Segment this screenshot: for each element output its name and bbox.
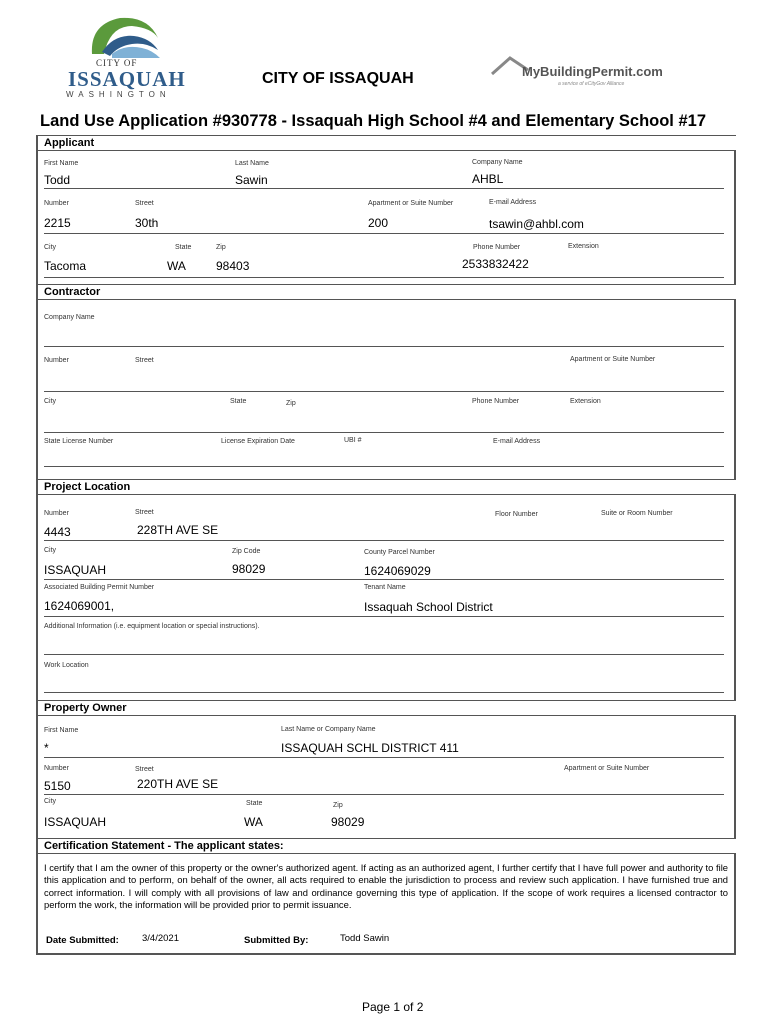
certification-heading: Certification Statement - The applicant states: xyxy=(44,840,284,852)
label-apt: Apartment or Suite Number xyxy=(368,200,454,207)
label-number: Number xyxy=(44,357,69,364)
label-phone: Phone Number xyxy=(472,398,520,405)
label-state: State xyxy=(175,244,192,251)
contractor-heading: Contractor xyxy=(44,286,101,298)
applicant-number[interactable]: 2215 xyxy=(44,216,71,230)
field-underline xyxy=(44,540,724,541)
label-city: City xyxy=(44,398,57,405)
label-zip: Zip xyxy=(333,802,343,809)
applicant-city[interactable]: Tacoma xyxy=(44,259,87,273)
label-city: City xyxy=(44,547,57,554)
applicant-email[interactable]: tsawin@ahbl.com xyxy=(489,217,584,231)
label-apt: Apartment or Suite Number xyxy=(564,765,650,772)
applicant-zip[interactable]: 98403 xyxy=(216,259,250,273)
label-email: E-mail Address xyxy=(489,199,537,206)
label-city: City xyxy=(44,798,57,805)
owner-header-bar xyxy=(38,700,736,716)
label-number: Number xyxy=(44,765,69,772)
label-first-name: First Name xyxy=(44,727,79,734)
logo-text-line1: CITY OF xyxy=(96,58,138,68)
label-permit: Associated Building Permit Number xyxy=(44,584,155,591)
page-number: Page 1 of 2 xyxy=(362,1000,424,1014)
project-parcel[interactable]: 1624069029 xyxy=(364,564,431,578)
date-submitted-label: Date Submitted: xyxy=(46,935,119,946)
portal-logo-text: MyBuildingPermit.com xyxy=(522,64,663,79)
label-state: State xyxy=(246,800,263,807)
project-zip[interactable]: 98029 xyxy=(232,562,266,576)
label-city: City xyxy=(44,244,57,251)
applicant-first-name[interactable]: Todd xyxy=(44,173,71,187)
label-phone: Phone Number xyxy=(473,244,521,251)
submitted-by-value: Todd Sawin xyxy=(340,933,390,944)
project-tenant[interactable]: Issaquah School District xyxy=(364,600,493,614)
field-underline xyxy=(44,616,724,617)
field-underline xyxy=(44,757,724,758)
field-underline xyxy=(44,277,724,278)
label-street: Street xyxy=(135,357,154,364)
certification-text: I certify that I am the owner of this property or the owner's authorized agent. If acting as an authorized agent, I further certify that I have full power and authority to file this application and to perform, on behalf of the owner, all acts required to enable the jurisdiction to process and review such application. I have furnished true and correct information. I will comply with all provisions of law and ordinance governing this type of application. If the scope of work requires a licensed contractor to perform the work, the information will be provided prior to permit issuance. xyxy=(44,862,728,910)
field-underline xyxy=(44,579,724,580)
label-extension: Extension xyxy=(570,398,601,405)
label-apt: Apartment or Suite Number xyxy=(570,356,656,363)
label-last-name-company: Last Name or Company Name xyxy=(281,726,376,733)
field-underline xyxy=(44,188,724,189)
field-underline xyxy=(44,432,724,433)
applicant-company[interactable]: AHBL xyxy=(472,172,504,186)
label-number: Number xyxy=(44,200,69,207)
project-header-bar xyxy=(38,479,736,495)
label-street: Street xyxy=(135,200,154,207)
logo-text-line3: WASHINGTON xyxy=(66,90,171,99)
applicant-phone[interactable]: 2533832422 xyxy=(462,257,529,271)
field-underline xyxy=(44,233,724,234)
page-title: Land Use Application #930778 - Issaquah High School #4 and Elementary School #17 xyxy=(40,112,707,130)
label-license: State License Number xyxy=(44,438,114,445)
owner-number[interactable]: 5150 xyxy=(44,779,71,793)
city-logo xyxy=(62,14,186,100)
project-number[interactable]: 4443 xyxy=(44,525,71,539)
owner-street[interactable]: 220TH AVE SE xyxy=(137,777,219,791)
field-underline xyxy=(44,654,724,655)
project-permit[interactable]: 1624069001, xyxy=(44,599,115,613)
label-floor: Floor Number xyxy=(495,511,538,518)
owner-zip[interactable]: 98029 xyxy=(331,815,365,829)
label-zip-code: Zip Code xyxy=(232,548,261,555)
applicant-header-bar xyxy=(38,135,736,151)
label-additional-info: Additional Information (i.e. equipment location or special instructions). xyxy=(44,623,260,630)
label-zip: Zip xyxy=(216,244,226,251)
label-email: E-mail Address xyxy=(493,438,541,445)
submitted-by-label: Submitted By: xyxy=(244,935,309,946)
applicant-heading: Applicant xyxy=(44,137,95,149)
date-submitted-value: 3/4/2021 xyxy=(142,933,179,944)
owner-state[interactable]: WA xyxy=(244,815,263,829)
fish-mountain-icon xyxy=(62,14,172,62)
label-suite: Suite or Room Number xyxy=(601,510,673,517)
project-street[interactable]: 228TH AVE SE xyxy=(137,523,219,537)
owner-first-name[interactable]: * xyxy=(44,741,49,755)
label-street: Street xyxy=(135,766,154,773)
label-expiration: License Expiration Date xyxy=(221,438,295,445)
logo-text-line2: ISSAQUAH xyxy=(68,67,186,91)
project-city[interactable]: ISSAQUAH xyxy=(44,563,107,577)
label-last-name: Last Name xyxy=(235,160,269,167)
portal-tagline: a service of eCityGov Alliance xyxy=(558,81,625,87)
label-work-location: Work Location xyxy=(44,662,89,669)
label-first-name: First Name xyxy=(44,160,79,167)
owner-heading: Property Owner xyxy=(44,702,127,714)
label-street: Street xyxy=(135,509,154,516)
owner-last-name[interactable]: ISSAQUAH SCHL DISTRICT 411 xyxy=(281,741,459,755)
owner-city[interactable]: ISSAQUAH xyxy=(44,815,107,829)
label-state: State xyxy=(230,398,247,405)
applicant-street[interactable]: 30th xyxy=(135,216,159,230)
label-company: Company Name xyxy=(472,159,523,166)
applicant-apt[interactable]: 200 xyxy=(368,216,389,230)
portal-logo xyxy=(490,52,663,92)
contractor-header-bar xyxy=(38,284,736,300)
field-underline xyxy=(44,346,724,347)
label-zip: Zip xyxy=(286,400,296,407)
city-title: CITY OF ISSAQUAH xyxy=(262,70,414,87)
label-parcel: County Parcel Number xyxy=(364,549,435,556)
label-number: Number xyxy=(44,510,69,517)
field-underline xyxy=(44,391,724,392)
applicant-state[interactable]: WA xyxy=(167,259,186,273)
label-extension: Extension xyxy=(568,243,599,250)
label-ubi: UBI # xyxy=(344,437,362,444)
form-frame xyxy=(36,135,736,955)
applicant-last-name[interactable]: Sawin xyxy=(235,173,268,187)
label-company: Company Name xyxy=(44,314,95,321)
project-heading: Project Location xyxy=(44,481,131,493)
field-underline xyxy=(44,692,724,693)
label-tenant: Tenant Name xyxy=(364,584,406,591)
field-underline xyxy=(44,466,724,467)
field-underline xyxy=(44,794,724,795)
